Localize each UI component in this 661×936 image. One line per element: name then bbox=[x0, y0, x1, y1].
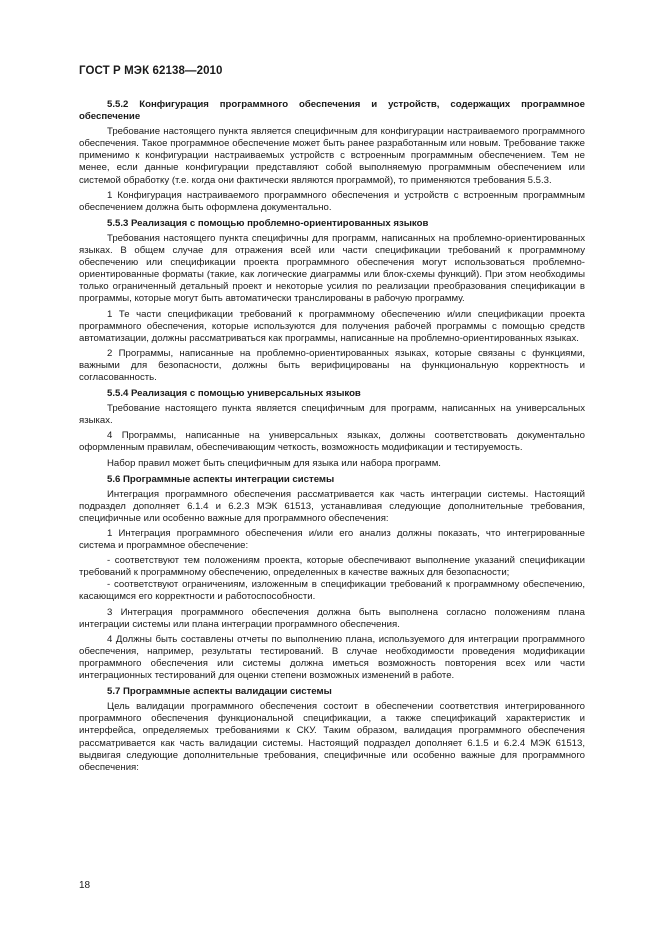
section-heading-5-5-2: 5.5.2 Конфигурация программного обеспечения и устройств, содержащих программное обеспечение bbox=[79, 99, 585, 123]
requirement-item: 1 Интеграция программного обеспечения и/или его анализ должны показать, что интегрированные система и программное обеспечение: bbox=[79, 528, 585, 552]
requirement-item: 3 Интеграция программного обеспечения должна быть выполнена согласно положениям плана интеграции системы или плана интеграции программного обеспечения. bbox=[79, 606, 585, 630]
list-item: - соответствуют ограничениям, изложенным в спецификации требований к программному обеспечению, касающимся его корректности и работоспособности. bbox=[79, 579, 585, 603]
requirement-item: 4 Должны быть составлены отчеты по выполнению плана, используемого для интеграции программного обеспечения, например, результаты тестирований. В случае необходимости проведения модификации программного обеспечения или системы должна иметься возможность повторения всех или части интеграционных тестирований для оценки степени возможных изменений в работе. bbox=[79, 633, 585, 682]
document-body bbox=[79, 95, 585, 774]
section-heading-5-5-4: 5.5.4 Реализация с помощью универсальных языков bbox=[107, 388, 361, 400]
paragraph: Требования настоящего пункта специфичны для программ, написанных на проблемно-ориентированных языках. В общем случае для отражения всей или части спецификации требований к программному обеспечению или спецификации проекта программного обеспечения могут использоваться проблемно-ориентированные форматы (такие, как логические диаграммы или блок-схемы функций). При этом необходимы только ограниченный детальный проект и некоторые усилия по реализации преобразования спецификации в программы, которые могут быть автоматически транслированы в рабочую программу. bbox=[79, 232, 585, 305]
requirement-item: 2 Программы, написанные на проблемно-ориентированных языках, которые связаны с функциями, важными для безопасности, должны быть верифицированы на функциональную корректность и согласованность. bbox=[79, 347, 585, 383]
section-heading-5-5-3: 5.5.3 Реализация с помощью проблемно-ориентированных языков bbox=[107, 217, 429, 229]
section-heading-5-7: 5.7 Программные аспекты валидации системы bbox=[107, 686, 332, 698]
paragraph: Набор правил может быть специфичным для языка или набора программ. bbox=[107, 457, 441, 469]
document-header: ГОСТ Р МЭК 62138—2010 bbox=[79, 65, 223, 77]
requirement-item: 4 Программы, написанные на универсальных языках, должны соответствовать документально оформленным правилам, обеспечивающим четкость, возможность модификации и тестируемость. bbox=[79, 430, 585, 454]
paragraph: Интеграция программного обеспечения рассматривается как часть интеграции системы. Настоящий подраздел дополняет 6.1.4 и 6.2.3 МЭК 61513, устанавливая следующие дополнительные требования, специфичные или особенно важные для программного обеспечения: bbox=[79, 488, 585, 524]
list-item: - соответствуют тем положениям проекта, которые обеспечивают выполнение указаний спецификации требований к программному обеспечению, определенных в качестве важных для безопасности; bbox=[79, 555, 585, 579]
section-heading-5-6: 5.6 Программные аспекты интеграции системы bbox=[107, 473, 335, 485]
requirement-item: 1 Те части спецификации требований к программному обеспечению и/или спецификации проекта программного обеспечения, которые используются для получения рабочей программы с помощью средств автоматизации, должны рассматриваться как программы, написанные на проблемно-ориентированных языках. bbox=[79, 308, 585, 344]
paragraph: Цель валидации программного обеспечения состоит в обеспечении соответствия интегрированного программного обеспечения функциональной спецификации, а также спецификаций характеристик и интерфейса, определяемых требованиями к СКУ. Таким образом, валидация программного обеспечения рассматривается как часть валидации системы. Настоящий подраздел дополняет 6.1.5 и 6.2.4 МЭК 61513, выдвигая следующие дополнительные требования, специфичные или особенно важные для программного обеспечения: bbox=[79, 701, 585, 773]
page-number: 18 bbox=[79, 880, 91, 891]
paragraph: Требование настоящего пункта является специфичным для программ, написанных на универсальных языках. bbox=[79, 403, 585, 427]
requirement-item: 1 Конфигурация настраиваемого программного обеспечения и устройств с встроенным программным обеспечением должна быть оформлена документально. bbox=[79, 189, 585, 213]
paragraph: Требование настоящего пункта является специфичным для конфигурации настраиваемого программного обеспечения. Такое программное обеспечение может быть ранее разработанным или новым. Требование также применимо к конфигурации настраиваемых устройств с встроенным программным обеспечением. Тем не менее, если данные конфигурации представляют собой выполняемую программным обеспечением или системой обработку (т.е. когда они фактически являются программой), то применяются требования 5.5.3. bbox=[79, 126, 585, 186]
